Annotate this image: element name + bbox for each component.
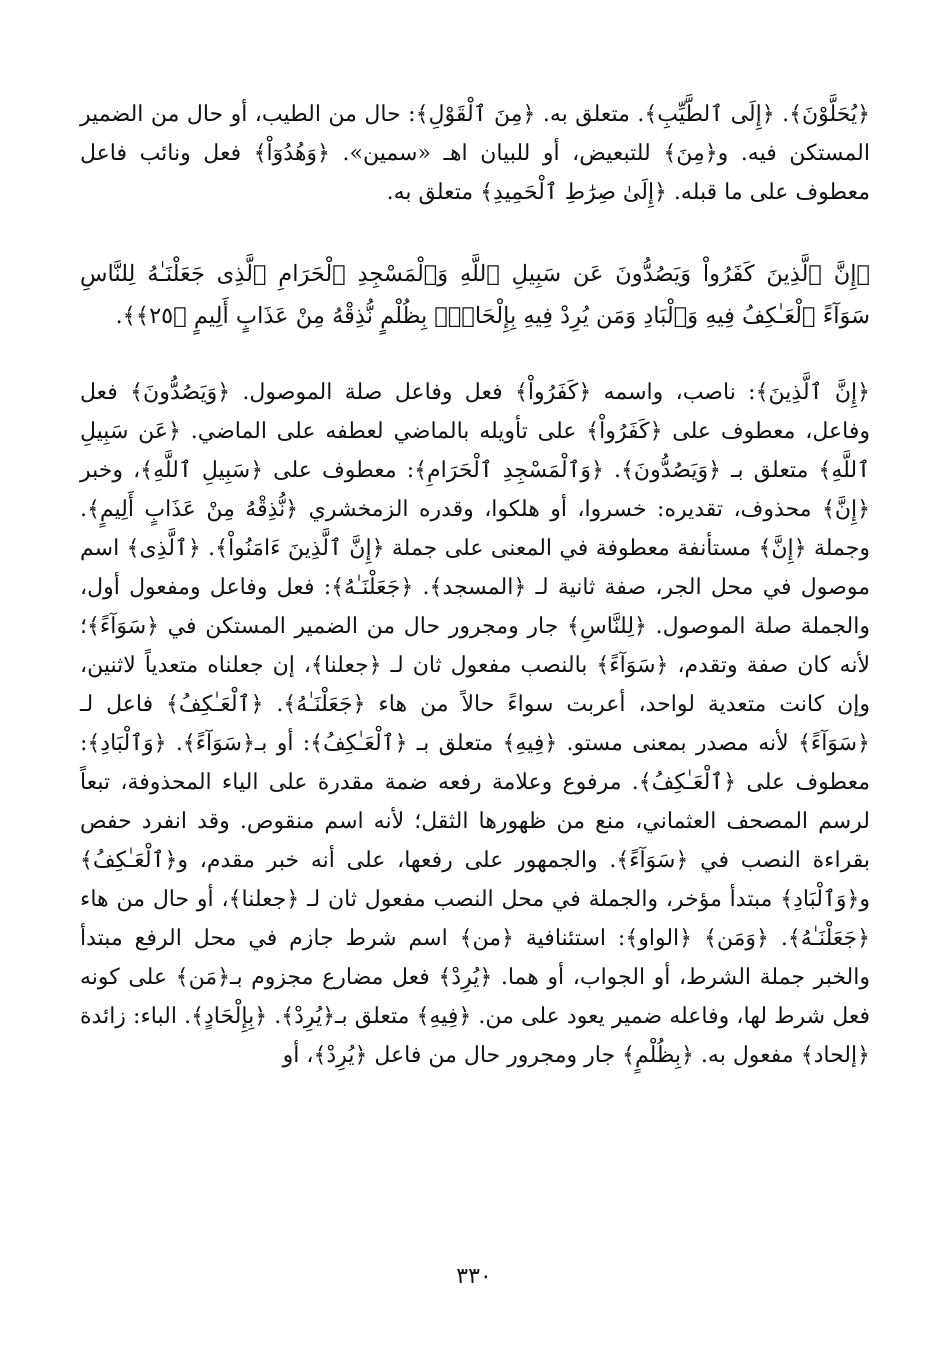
quran-verse: ﴿إِنَّ ٱلَّذِينَ كَفَرُواْ وَيَصُدُّونَ عَن سَبِيلِ ٱللَّهِ وَٱلْمَسْجِدِ ٱلْحَرَامِ ٱلَّذِى جَعَلْنَـٰهُ لِلنَّاسِ سَوَآءً ٱلْعَـٰكِفُ فِيهِ وَٱلْبَادِ وَمَن يُرِدْ فِيهِ بِإِلْحَادٍۭ بِظُلْمٍ نُّذِقْهُ مِنْ عَذَابٍ أَلِيمٍ ﴿٢٥﴾﴾. xyxy=(80,261,870,329)
commentary-paragraph-main: ﴿إِنَّ ٱلَّذِينَ﴾: ناصب، واسمه ﴿كَفَرُواْ﴾ فعل وفاعل صلة الموصول. ﴿وَيَصُدُّونَ﴾ فعل وفاعل، معطوف على ﴿كَفَرُواْ﴾ على تأويله بالماضي لعطفه على الماضي. ﴿عَن سَبِيلِ ٱللَّهِ﴾ متعلق بـ ﴿وَيَصُدُّونَ﴾. ﴿وَٱلْمَسْجِدِ ٱلْحَرَامِ﴾: معطوف على ﴿سَبِيلِ ٱللَّهِ﴾، وخبر ﴿إِنَّ﴾ محذوف، تقديره: خسروا، أو هلكوا، وقدره الزمخشري ﴿نُّذِقْهُ مِنْ عَذَابٍ أَلِيمٍ﴾. وجملة ﴿إِنَّ﴾ مستأنفة معطوفة في المعنى على جملة ﴿إِنَّ ٱلَّذِينَ ءَامَنُواْ﴾. ﴿ٱلَّذِى﴾ اسم موصول في محل الجر، صفة ثانية لـ ﴿المسجد﴾. ﴿جَعَلْنَـٰهُ﴾: فعل وفاعل ومفعول أول، والجملة صلة الموصول. ﴿لِلنَّاسِ﴾ جار ومجرور حال من الضمير المستكن في ﴿سَوَآءً﴾؛ لأنه كان صفة وتقدم، ﴿سَوَآءً﴾ بالنصب مفعول ثان لـ ﴿جعلنا﴾، إن جعلناه متعدياً لاثنين، وإن كانت متعدية لواحد، أعربت سواءً حالاً من هاء ﴿جَعَلْنَـٰهُ﴾. ﴿ٱلْعَـٰكِفُ﴾ فاعل لـ ﴿سَوَآءً﴾ لأنه مصدر بمعنى مستو. ﴿فِيهِ﴾ متعلق بـ ﴿ٱلْعَـٰكِفُ﴾: أو بـ﴿سَوَآءً﴾. ﴿وَٱلْبَادِ﴾: معطوف على ﴿ٱلْعَـٰكِفُ﴾. مرفوع وعلامة رفعه ضمة مقدرة على الياء المحذوفة، تبعاً لرسم المصحف العثماني، منع من ظهورها الثقل؛ لأنه اسم منقوص. وقد انفرد حفص بقراءة النصب في ﴿سَوَآءً﴾. والجمهور على رفعها، على أنه خبر مقدم، و﴿ٱلْعَـٰكِفُ﴾ و﴿وَٱلْبَادِ﴾ مبتدأ مؤخر، والجملة في محل النصب مفعول ثان لـ ﴿جعلنا﴾، أو حال من هاء ﴿جَعَلْنَـٰهُ﴾. ﴿وَمَن﴾ ﴿الواو﴾: استئنافية ﴿من﴾ اسم شرط جازم في محل الرفع مبتدأ والخبر جملة الشرط، أو الجواب، أو هما. ﴿يُرِدْ﴾ فعل مضارع مجزوم بـ﴿مَن﴾ على كونه فعل شرط لها، وفاعله ضمير يعود على من. ﴿فِيهِ﴾ متعلق بـ﴿يُرِدْ﴾. ﴿بِإِلْحَادٍ﴾. الباء: زائدة ﴿إلحاد﴾ مفعول به. ﴿بِظُلْمٍ﴾ جار ومجرور حال من فاعل ﴿يُرِدْ﴾، أو xyxy=(80,380,870,1068)
commentary-paragraph-top: ﴿يُحَلَّوْنَ﴾. ﴿إِلَى ٱلطَّيِّبِ﴾. متعلق به. ﴿مِنَ ٱلْقَوْلِ﴾: حال من الطيب، أو حال من الضمير المستكن فيه. و﴿مِنَ﴾ للتبعيض، أو للبيان اهـ «سمين». ﴿وَهُدُوٓاْ﴾ فعل ونائب فاعل معطوف على ما قبله. ﴿إِلَىٰ صِرَٰطِ ٱلْحَمِيدِ﴾ متعلق به. xyxy=(80,102,870,205)
page-number: ٣٣٠ xyxy=(456,1264,492,1289)
